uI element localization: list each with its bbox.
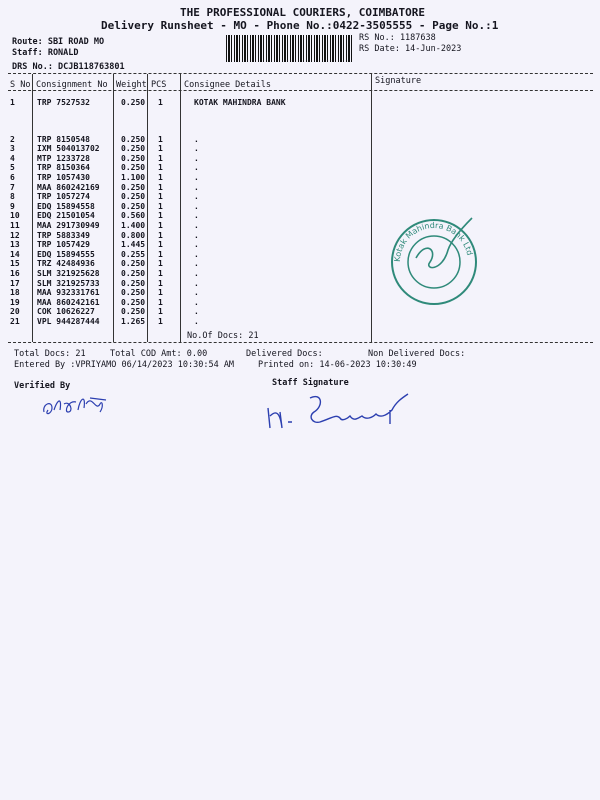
row-pcs: 1 [158, 192, 163, 202]
row-pcs: 1 [158, 134, 163, 144]
row-consignee: . [194, 163, 199, 173]
row-weight: 0.250 [121, 307, 146, 317]
row-weight: 0.250 [121, 268, 146, 278]
row-pcs: 1 [158, 288, 163, 298]
row-pcs: 1 [158, 230, 163, 240]
row-sno: 3 [10, 144, 15, 154]
row-weight: 0.250 [121, 201, 146, 211]
row-sno: 1 [10, 98, 15, 107]
row-sno: 2 [10, 134, 15, 144]
barcode [226, 35, 352, 62]
row-sno: 14 [10, 249, 20, 259]
row-pcs: 1 [158, 172, 163, 182]
row-weight: 0.250 [121, 278, 146, 288]
row-sno: 5 [10, 163, 15, 173]
table-top-rule [8, 73, 593, 74]
row-weight: 0.250 [121, 192, 146, 202]
row-pcs: 1 [158, 249, 163, 259]
row-weight: 0.250 [121, 182, 146, 192]
row-weight: 0.250 [121, 259, 146, 269]
row-consignment: TRP 1057429 [37, 240, 90, 250]
row-consignee: KOTAK MAHINDRA BANK [194, 98, 286, 107]
row-consignee: . [194, 316, 199, 326]
row-sno: 11 [10, 220, 20, 230]
row-consignment: TRP 1057430 [37, 172, 90, 182]
total-docs: Total Docs: 21 [14, 349, 86, 359]
row-consignment: EDQ 15894555 [37, 249, 95, 259]
table-row [10, 192, 384, 202]
row-weight: 1.445 [121, 240, 146, 250]
row-consignment: MTP 1233728 [37, 153, 90, 163]
row-sno: 7 [10, 182, 15, 192]
entered-by: Entered By :VPRIYAMO 06/14/2023 10:30:54 AM [14, 360, 235, 370]
table-row [10, 298, 384, 308]
row-sno: 16 [10, 268, 20, 278]
row-consignee: . [194, 307, 199, 317]
row-consignee: . [194, 192, 199, 202]
table-row [10, 173, 384, 183]
row-consignment: SLM 321925628 [37, 268, 100, 278]
row-weight: 0.250 [121, 98, 146, 107]
row-consignment: IXM 504013702 [37, 144, 100, 154]
row-pcs: 1 [158, 201, 163, 211]
row-pcs: 1 [158, 144, 163, 154]
row-consignee: . [194, 230, 199, 240]
row-sno: 12 [10, 230, 20, 240]
col-header-consignee: Consignee Details [184, 80, 271, 90]
row-pcs: 1 [158, 297, 163, 307]
row-consignee: . [194, 182, 199, 192]
table-bottom-rule [8, 342, 593, 343]
row-weight: 0.250 [121, 134, 146, 144]
row-sno: 17 [10, 278, 20, 288]
row-sno: 6 [10, 172, 15, 182]
col-header-consignment: Consignment No [36, 80, 108, 90]
row-consignment: EDQ 21501054 [37, 211, 95, 221]
row-consignee: . [194, 220, 199, 230]
table-row [10, 231, 384, 241]
row-consignment: TRZ 42484936 [37, 259, 95, 269]
row-sno: 4 [10, 153, 15, 163]
total-cod: Total COD Amt: 0.00 [110, 349, 208, 359]
table-row [10, 154, 384, 164]
row-weight: 0.250 [121, 297, 146, 307]
row-sno: 21 [10, 316, 20, 326]
row-pcs: 1 [158, 278, 163, 288]
row-pcs: 1 [158, 316, 163, 326]
row-weight: 0.250 [121, 163, 146, 173]
row-consignee: . [194, 259, 199, 269]
row-pcs: 1 [158, 182, 163, 192]
table-header-rule [8, 90, 593, 91]
row-consignment: TRP 1057274 [37, 192, 90, 202]
row-sno: 20 [10, 307, 20, 317]
row-consignment: VPL 944287444 [37, 316, 100, 326]
row-consignment: TRP 8150364 [37, 163, 90, 173]
row-weight: 0.250 [121, 288, 146, 298]
row-consignee: . [194, 240, 199, 250]
row-pcs: 1 [158, 211, 163, 221]
rs-date: RS Date: 14-Jun-2023 [359, 44, 462, 54]
row-pcs: 1 [158, 268, 163, 278]
delivered-docs: Delivered Docs: [246, 349, 323, 359]
row-consignment: SLM 321925733 [37, 278, 100, 288]
col-header-pcs: PCS [151, 80, 167, 90]
svg-text:Kotak Mahindra Bank Ltd [393, 221, 474, 262]
row-consignment: COK 10626227 [37, 307, 95, 317]
verifier-signature [40, 390, 120, 424]
stamp-text: Kotak Mahindra Bank Ltd [392, 220, 475, 263]
row-pcs: 1 [158, 259, 163, 269]
col-header-signature: Signature [375, 76, 422, 86]
table-row [10, 135, 384, 145]
row-pcs: 1 [158, 220, 163, 230]
table-row [10, 269, 384, 279]
row-consignee: . [194, 153, 199, 163]
row-consignee: . [194, 144, 199, 154]
row-consignee: . [194, 288, 199, 298]
row-consignee: . [194, 201, 199, 211]
consignment-table [10, 98, 384, 326]
row-consignee: . [194, 134, 199, 144]
row-consignment: MAA 932331761 [37, 288, 100, 298]
row-weight: 1.265 [121, 316, 146, 326]
table-row [10, 211, 384, 221]
staff-signature-label: Staff Signature [272, 378, 349, 388]
table-row [10, 144, 384, 154]
runsheet-subtitle: Delivery Runsheet - MO - Phone No.:0422-3505555 - Page No.:1 [101, 19, 499, 32]
table-row [10, 202, 384, 212]
no-of-docs: No.Of Docs: 21 [187, 331, 259, 341]
row-weight: 0.250 [121, 153, 146, 163]
bank-stamp [386, 210, 498, 310]
row-consignment: MAA 291730949 [37, 220, 100, 230]
row-sno: 19 [10, 297, 20, 307]
table-row [10, 279, 384, 289]
row-pcs: 1 [158, 163, 163, 173]
row-weight: 0.255 [121, 249, 146, 259]
row-pcs: 1 [158, 307, 163, 317]
row-weight: 0.800 [121, 230, 146, 240]
drs-number: DRS No.: DCJB118763801 [12, 62, 125, 72]
row-consignment: TRP 5883349 [37, 230, 90, 240]
row-weight: 0.560 [121, 211, 146, 221]
row-consignment: TRP 7527532 [37, 98, 90, 107]
row-consignee: . [194, 268, 199, 278]
row-weight: 1.100 [121, 172, 146, 182]
company-title: THE PROFESSIONAL COURIERS, COIMBATORE [180, 6, 426, 19]
row-sno: 9 [10, 201, 15, 211]
row-pcs: 1 [158, 240, 163, 250]
row-consignee: . [194, 297, 199, 307]
table-row [10, 221, 384, 231]
table-row [10, 259, 384, 269]
row-consignee: . [194, 172, 199, 182]
non-delivered-docs: Non Delivered Docs: [368, 349, 466, 359]
table-row [10, 250, 384, 260]
staff-signature [262, 388, 412, 436]
row-sno: 15 [10, 259, 20, 269]
stamp-inner-ring [408, 236, 460, 288]
row-sno: 13 [10, 240, 20, 250]
table-row [10, 163, 384, 173]
row-consignment: TRP 8150548 [37, 134, 90, 144]
table-row [10, 98, 384, 108]
row-consignment: MAA 860242169 [37, 182, 100, 192]
col-header-weight: Weight [116, 80, 147, 90]
route: Route: SBI ROAD MO [12, 37, 105, 47]
row-sno: 18 [10, 288, 20, 298]
stamp-outer-ring [392, 220, 476, 304]
row-pcs: 1 [158, 153, 163, 163]
verified-by: Verified By [14, 381, 71, 391]
printed-on: Printed on: 14-06-2023 10:30:49 [258, 360, 417, 370]
table-row [10, 288, 384, 298]
row-consignee: . [194, 278, 199, 288]
row-consignee: . [194, 211, 199, 221]
rs-number: RS No.: 1187638 [359, 33, 436, 43]
row-consignment: EDQ 15894558 [37, 201, 95, 211]
row-weight: 0.250 [121, 144, 146, 154]
table-row [10, 317, 384, 327]
row-consignment: MAA 860242161 [37, 297, 100, 307]
row-consignee: . [194, 249, 199, 259]
row-spacer [10, 108, 384, 135]
row-sno: 8 [10, 192, 15, 202]
col-header-sno: S No [10, 80, 31, 90]
row-weight: 1.400 [121, 220, 146, 230]
table-row [10, 183, 384, 193]
table-row [10, 307, 384, 317]
row-pcs: 1 [158, 98, 163, 107]
row-sno: 10 [10, 211, 20, 221]
table-row [10, 240, 384, 250]
staff: Staff: RONALD [12, 48, 79, 58]
